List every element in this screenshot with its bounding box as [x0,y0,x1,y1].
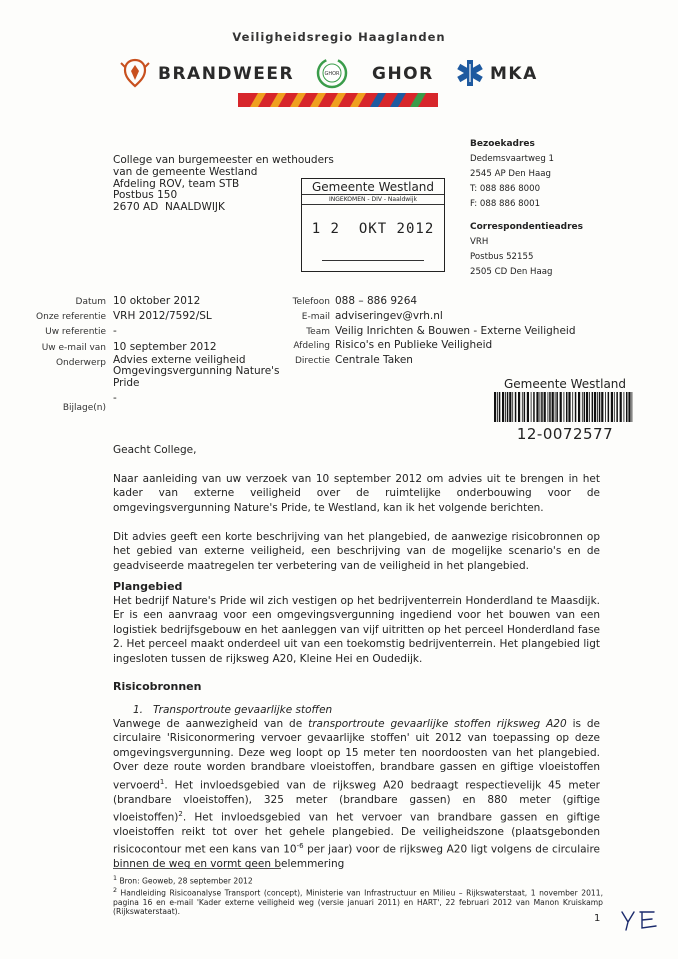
paragraph-transportroute [113,717,600,872]
footnote-divider [113,868,281,869]
barcode-stamp [491,377,639,449]
meta-label: E-mail [301,311,330,322]
visit-line: 2545 AP Den Haag [470,169,551,179]
text-run: Vanwege de aanwezigheid van de [113,718,309,730]
barcode-number: 12-0072577 [516,425,614,443]
meta-values-left [113,294,280,407]
addressee-line: Afdeling ROV, team STB [113,177,240,190]
paragraph-scope: Dit advies geeft een korte beschrijving van het plangebied, de aanwezige risicobronnen op het gebied van externe veiligheid, een beschrijving van de mogelijke scenario's en de geadviseerde maatregelen ter verbetering van de veiligheid in het plangebied. [113,531,600,572]
salutation: Geacht College, [113,444,197,456]
meta-value: 10 september 2012 [113,340,217,353]
meta-value: Omgevingsvergunning Nature's [113,365,280,378]
meta-value: 10 oktober 2012 [113,295,201,307]
meta-label: Onderwerp [55,357,106,368]
directorate-value: Centrale Taken [335,354,413,367]
meta-value: Advies externe veiligheid [113,353,246,366]
visit-address-block [470,137,583,280]
team-value: Veilig Inrichten & Bouwen - Externe Veiligheid [335,324,576,337]
received-stamp-sub: INGEKOMEN - DIV - Naaldwijk [302,195,444,205]
meta-label: Uw e-mail van [41,342,106,353]
paragraph-intro: Naar aanleiding van uw verzoek van 10 september 2012 om advies uit te brengen in het kader van externe veiligheid over de ruimtelijke onderbouwing voor de omgevingsvergunning Nature's Pride, te Westland, kan ik het volgende berichten. [113,473,600,514]
meta-label: Directie [295,356,330,367]
meta-value: Pride [113,376,140,389]
brand-stripe [238,93,438,107]
meta-label: Telefoon [292,297,330,307]
ghor-label: GHOR [372,64,434,84]
addressee-line: van de gemeente Westland [113,165,258,178]
addressee-line: Postbus 150 [113,189,178,202]
handwritten-initials-icon [620,908,660,932]
text-run-italic: transportroute gevaarlijke stoffen rijksweg A20 [308,718,567,730]
text-run: is de circulaire 'Risiconormering vervoer gevaarlijke stoffen' uit 2012 van toepassing op deze omgevingsvergunning. Deze weg loopt op 15 meter ten noordoosten van het plangebied. Over deze route worden brandbare vloeistoffen, brandbare gassen en giftige vloeistoffen vervoerd [113,718,600,792]
visit-line: T: 088 886 8000 [470,184,541,194]
footnote-2 [113,886,603,917]
brandweer-logo-icon [120,58,150,88]
footnote-1 [113,874,603,886]
addressee-line: College van burgemeester en wethouders [113,154,334,166]
text-run: . Het invloedsgebied van de rijksweg A20 bedraagt respectievelijk 45 meter (brandbare vloeistoffen), 325 meter (brandbare gassen) en 880 meter (giftige vloeistoffen) [113,779,600,824]
paragraph-plangebied: Het bedrijf Nature's Pride wil zich vestigen op het bedrijventerrein Honderdland te Maasdijk. Er is een aanvraag voor een omgevingsvergunning ingediend voor het bouwen van een logistiek bedrijfsgebouw en het aanleggen van vijf uitritten op het perceel Honderdland fase 2. Het perceel maakt onderdeel uit van een toekomstig bedrijventerrein. Het plangebied ligt ingesloten tussen de rijksweg A20, Kleine Hei en Oudedijk. [113,595,600,665]
logo-row [120,58,560,88]
barcode-icon [494,392,634,422]
subheading-transportroute: 1. Transportroute gevaarlijke stoffen [133,704,333,716]
meta-label: Afdeling [293,341,330,352]
text-run: per jaar) voor de rijksweg A20 ligt volgens de circulaire binnen de weg en vormt geen belemmering [113,843,601,871]
meta-value: - [113,325,117,338]
received-stamp-date: 1 2 OKT 2012 [311,221,435,237]
phone-value: 088 – 886 9264 [335,295,418,307]
footnotes [113,874,603,917]
email-value[interactable]: adviseringev@vrh.nl [335,309,443,322]
exponent: -6 [296,842,304,851]
footnote-text: Bron: Geoweb, 28 september 2012 [117,876,253,886]
footnote-ref: 2 [178,809,183,818]
heading-risicobronnen: Risicobronnen [113,680,202,693]
meta-value: - [113,392,117,405]
meta-label: Onze referentie [36,312,106,323]
text-run: . Het invloedsgebied van het vervoer van brandbare gassen en giftige vloeistoffen reikt tot over het gehele plangebied. De veiligheidszone (plaatsgebonden risicocontour met een kans van 10 [113,811,600,856]
correspondence-title: Correspondentieadres [470,222,584,232]
visit-title: Bezoekadres [470,139,535,149]
footnote-number: 1 [113,875,118,882]
department-value: Risico's en Publieke Veiligheid [335,339,493,352]
meta-label: Bijlage(n) [62,403,106,414]
footnote-number: 2 [113,886,118,894]
ghor-badge-text: GHOR [324,71,340,77]
stamp-divider [322,260,424,261]
meta-labels-left [20,295,106,417]
received-stamp-title: Gemeente Westland [302,179,444,195]
received-stamp [301,178,445,272]
meta-values-right [335,294,576,368]
meta-label: Team [306,326,330,337]
correspondence-line: Postbus 52155 [470,252,534,262]
mka-label: MKA [490,64,538,84]
visit-line: Dedemsvaartweg 1 [470,154,554,164]
meta-value: VRH 2012/7592/SL [113,310,212,323]
meta-label: Uw referentie [45,327,106,338]
correspondence-line: 2505 CD Den Haag [470,267,553,277]
footnote-ref: 1 [159,777,165,786]
page-number: 1 [594,913,601,924]
heading-plangebied: Plangebied [113,580,183,593]
footnote-text: Handleiding Risicoanalyse Transport (concept), Ministerie van Infrastructuur en Milieu – Rijkswaterstaat, 1 november 2011, pagina 16 en e-mail 'Kader externe veiligheid weg (versie januari 2011) en HART', 22 februari 2012 van Manon Kruiskamp (Rijkswaterstaat). [113,888,603,917]
meta-label: Datum [75,297,106,307]
star-of-life-icon [456,59,484,87]
meta-labels-right [260,295,330,369]
visit-line: F: 088 886 8001 [470,199,541,209]
brandweer-label: BRANDWEER [158,64,295,84]
correspondence-line: VRH [470,237,489,247]
region-name: Veiligheidsregio Haaglanden [232,30,446,44]
barcode-stamp-title: Gemeente Westland [503,377,627,391]
addressee-line: 2670 AD NAALDWIJK [113,201,225,214]
ghor-logo-icon [315,56,349,90]
